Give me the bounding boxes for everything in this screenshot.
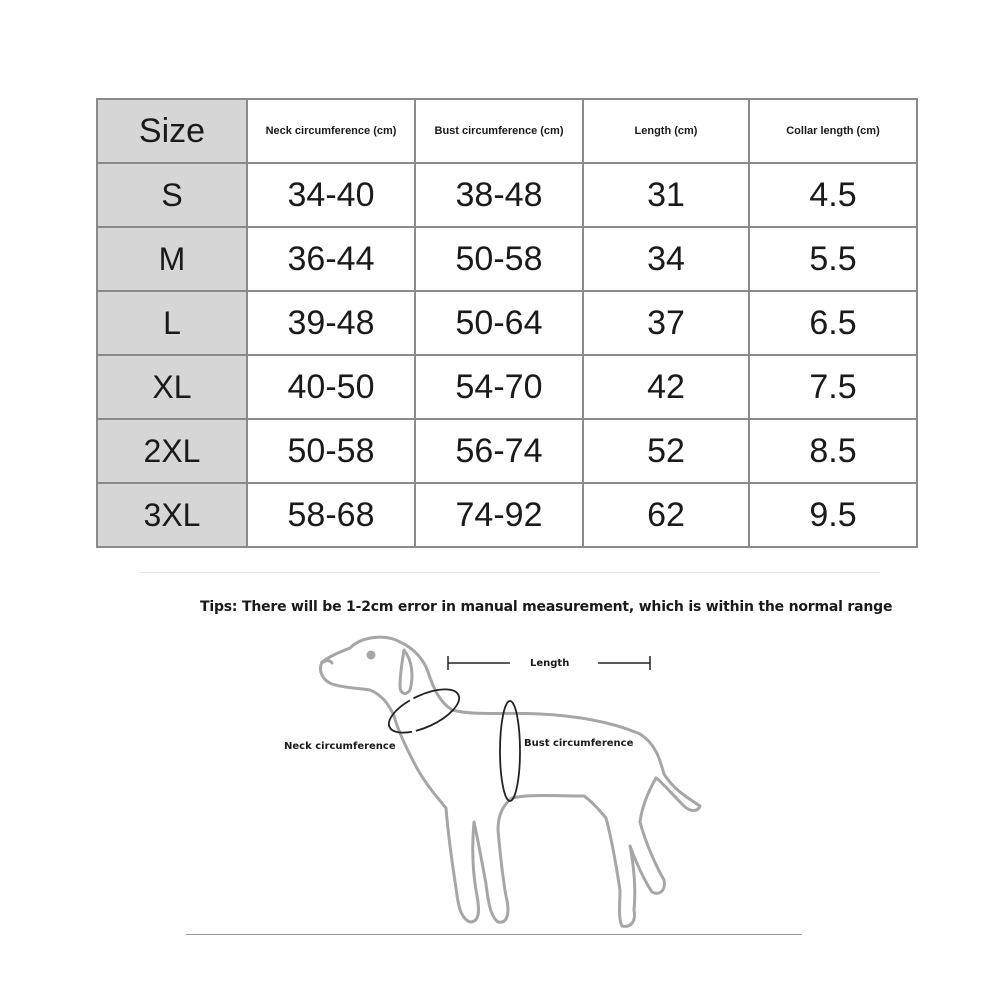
length-value: 37 [583, 291, 749, 355]
bust-circumference-label: Bust circumference [524, 738, 634, 749]
header-collar: Collar length (cm) [749, 99, 917, 163]
separator-line [140, 572, 880, 573]
bust-value: 56-74 [415, 419, 583, 483]
table-header-row [97, 99, 917, 163]
neck-value: 36-44 [247, 227, 415, 291]
header-size: Size [97, 99, 247, 163]
bust-measure-ring [500, 701, 520, 801]
neck-circumference-label: Neck circumference [284, 741, 396, 752]
length-value: 34 [583, 227, 749, 291]
size-cell: XL [97, 355, 247, 419]
bust-value: 38-48 [415, 163, 583, 227]
neck-measure-ring [383, 680, 465, 741]
tips-text: Tips: There will be 1-2cm error in manual measurement, which is within the normal range [200, 599, 893, 615]
size-cell: L [97, 291, 247, 355]
ground-line [186, 934, 802, 935]
size-cell: 2XL [97, 419, 247, 483]
neck-value: 50-58 [247, 419, 415, 483]
table-row [97, 291, 917, 355]
collar-value: 9.5 [749, 483, 917, 547]
bust-value: 50-64 [415, 291, 583, 355]
bust-value: 54-70 [415, 355, 583, 419]
length-value: 42 [583, 355, 749, 419]
header-length: Length (cm) [583, 99, 749, 163]
neck-value: 58-68 [247, 483, 415, 547]
collar-value: 5.5 [749, 227, 917, 291]
table-row [97, 163, 917, 227]
size-cell: M [97, 227, 247, 291]
table-row [97, 227, 917, 291]
length-value: 62 [583, 483, 749, 547]
table-row [97, 483, 917, 547]
size-chart-table [96, 98, 918, 548]
table-row [97, 419, 917, 483]
collar-value: 4.5 [749, 163, 917, 227]
table-row [97, 355, 917, 419]
length-label: Length [530, 658, 570, 669]
collar-value: 8.5 [749, 419, 917, 483]
header-bust: Bust circumference (cm) [415, 99, 583, 163]
size-cell: S [97, 163, 247, 227]
neck-value: 39-48 [247, 291, 415, 355]
length-value: 52 [583, 419, 749, 483]
bust-value: 74-92 [415, 483, 583, 547]
neck-value: 34-40 [247, 163, 415, 227]
dog-outline-icon [320, 637, 700, 926]
collar-value: 6.5 [749, 291, 917, 355]
collar-value: 7.5 [749, 355, 917, 419]
length-value: 31 [583, 163, 749, 227]
header-neck: Neck circumference (cm) [247, 99, 415, 163]
bust-value: 50-58 [415, 227, 583, 291]
neck-value: 40-50 [247, 355, 415, 419]
dog-measurement-diagram [0, 620, 1000, 950]
size-cell: 3XL [97, 483, 247, 547]
